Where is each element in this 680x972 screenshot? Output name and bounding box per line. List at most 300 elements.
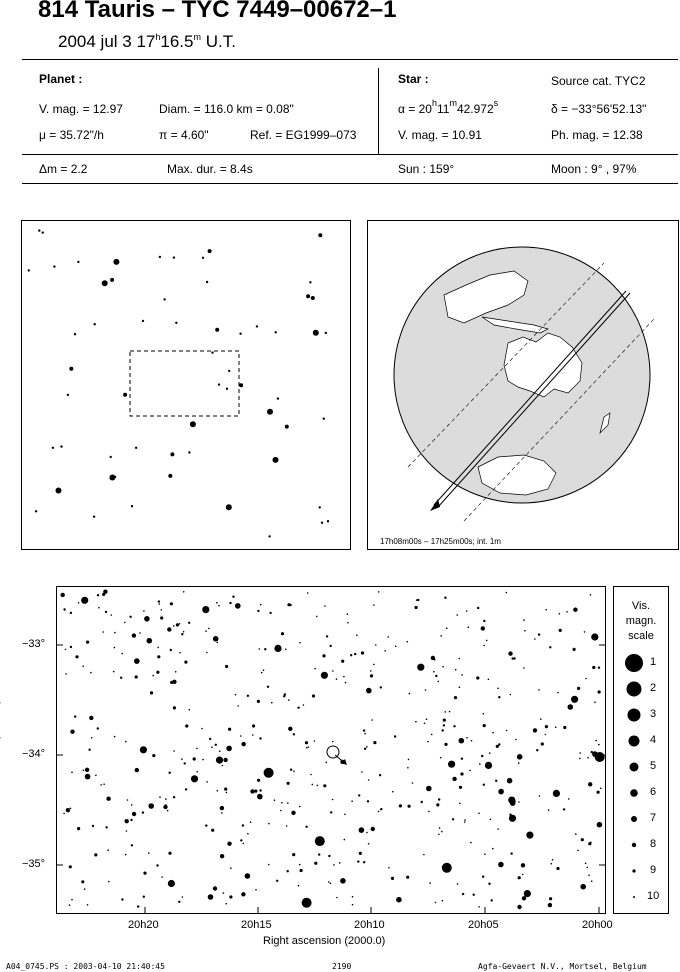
map-star bbox=[165, 798, 167, 800]
map-star bbox=[98, 607, 100, 609]
map-star bbox=[240, 735, 242, 737]
map-star bbox=[354, 653, 356, 655]
map-star bbox=[408, 759, 410, 761]
map-star bbox=[573, 648, 576, 651]
map-star bbox=[496, 745, 499, 748]
map-star bbox=[179, 623, 181, 625]
map-star bbox=[314, 740, 316, 742]
map-star bbox=[287, 802, 289, 804]
map-star bbox=[366, 832, 368, 834]
map-star bbox=[264, 768, 274, 778]
map-star bbox=[395, 646, 397, 648]
map-star bbox=[132, 633, 136, 637]
map-star bbox=[225, 665, 228, 668]
map-star bbox=[491, 899, 493, 901]
map-star bbox=[264, 648, 266, 650]
map-star bbox=[130, 819, 132, 821]
map-star bbox=[373, 741, 376, 744]
map-star bbox=[217, 790, 219, 792]
map-star bbox=[78, 602, 80, 604]
map-star bbox=[587, 867, 589, 869]
map-star bbox=[577, 687, 580, 690]
map-star bbox=[66, 808, 70, 812]
finder-star bbox=[56, 488, 62, 494]
map-star bbox=[459, 786, 462, 789]
map-star bbox=[506, 730, 508, 732]
map-star bbox=[63, 608, 65, 610]
map-star bbox=[215, 744, 217, 746]
map-star bbox=[161, 876, 163, 878]
map-star bbox=[201, 728, 203, 730]
map-star bbox=[356, 634, 358, 636]
map-star bbox=[438, 681, 440, 683]
map-star bbox=[74, 715, 76, 717]
map-star bbox=[330, 883, 332, 885]
map-star bbox=[378, 591, 380, 593]
map-star bbox=[103, 783, 105, 785]
map-star bbox=[439, 827, 441, 829]
map-star bbox=[371, 827, 375, 831]
map-star bbox=[352, 896, 354, 898]
map-star bbox=[364, 748, 366, 750]
finder-star bbox=[309, 281, 311, 283]
map-star bbox=[159, 796, 161, 798]
finder-star bbox=[215, 328, 219, 332]
map-star bbox=[225, 903, 227, 905]
map-star bbox=[585, 863, 587, 865]
map-star bbox=[108, 881, 110, 883]
finder-star bbox=[94, 323, 96, 325]
map-star bbox=[336, 897, 338, 899]
map-star bbox=[131, 804, 133, 806]
map-star bbox=[563, 808, 565, 810]
map-star bbox=[442, 729, 444, 731]
finder-star bbox=[110, 278, 114, 282]
finder-star bbox=[42, 231, 44, 233]
map-star bbox=[208, 894, 214, 900]
map-star bbox=[157, 647, 159, 649]
map-star bbox=[314, 668, 316, 670]
map-star bbox=[380, 686, 382, 688]
page-title: 814 Tauris – TYC 7449–00672–1 bbox=[38, 0, 397, 23]
map-star bbox=[121, 898, 123, 900]
map-star bbox=[114, 736, 116, 738]
finder-star bbox=[208, 249, 212, 253]
finder-star bbox=[190, 421, 196, 427]
map-star bbox=[521, 863, 525, 867]
map-star bbox=[323, 784, 326, 787]
map-star bbox=[469, 770, 471, 772]
scale-level-label: 4 bbox=[650, 734, 657, 746]
map-star bbox=[363, 861, 365, 863]
map-star bbox=[425, 689, 427, 691]
map-star bbox=[105, 826, 107, 828]
planet-diam: Diam. = 116.0 km = 0.08" bbox=[159, 102, 294, 116]
finder-star bbox=[202, 257, 204, 259]
map-star bbox=[232, 596, 234, 598]
finder-star bbox=[123, 393, 127, 397]
map-star bbox=[97, 727, 99, 729]
map-star bbox=[492, 848, 494, 850]
map-star bbox=[230, 867, 232, 869]
map-star bbox=[202, 759, 204, 761]
map-star bbox=[247, 833, 249, 835]
map-star bbox=[267, 686, 269, 688]
map-star bbox=[156, 671, 159, 674]
finder-star bbox=[52, 447, 54, 449]
finder-star bbox=[226, 388, 228, 390]
scale-title: Vis. magn. scale bbox=[625, 600, 657, 642]
map-star bbox=[293, 733, 295, 735]
finder-star bbox=[285, 425, 289, 429]
map-star bbox=[421, 801, 423, 803]
map-star bbox=[185, 724, 188, 727]
x-axis-label: Right ascension (2000.0) bbox=[263, 935, 386, 947]
map-star bbox=[344, 839, 346, 841]
map-star bbox=[443, 719, 446, 722]
map-star bbox=[220, 854, 224, 858]
map-star bbox=[581, 838, 584, 841]
map-star bbox=[291, 811, 295, 815]
map-star bbox=[299, 642, 301, 644]
map-star bbox=[330, 811, 332, 813]
map-star bbox=[559, 629, 562, 632]
map-star bbox=[598, 667, 600, 669]
delta-mag: Δm = 2.2 bbox=[39, 162, 88, 176]
finder-star bbox=[53, 265, 55, 267]
map-star bbox=[307, 592, 309, 594]
xtick-20h05: 20h05 bbox=[468, 919, 499, 931]
map-star bbox=[483, 724, 486, 727]
scale-level-label: 2 bbox=[650, 682, 657, 694]
map-star bbox=[226, 792, 228, 794]
map-star bbox=[241, 742, 245, 746]
map-star bbox=[427, 741, 429, 743]
map-star bbox=[209, 738, 211, 740]
map-star bbox=[446, 627, 448, 629]
xtick-20h15: 20h15 bbox=[241, 919, 272, 931]
map-star bbox=[359, 852, 362, 855]
map-star bbox=[208, 628, 210, 630]
map-star bbox=[336, 678, 338, 680]
finder-star bbox=[131, 505, 133, 507]
map-star bbox=[274, 645, 281, 652]
map-star bbox=[442, 900, 444, 902]
scale-level-label: 1 bbox=[650, 656, 657, 668]
map-star bbox=[444, 711, 446, 713]
map-star bbox=[144, 616, 150, 622]
map-star bbox=[408, 805, 411, 808]
map-star bbox=[394, 735, 396, 737]
map-star bbox=[541, 742, 544, 745]
map-star bbox=[509, 815, 516, 822]
finder-star bbox=[228, 370, 230, 372]
map-star bbox=[476, 676, 479, 679]
map-star bbox=[524, 890, 531, 897]
map-star bbox=[85, 768, 89, 772]
map-star bbox=[423, 854, 425, 856]
map-star bbox=[70, 730, 74, 734]
finder-star bbox=[142, 320, 144, 322]
map-star bbox=[498, 789, 504, 795]
map-star bbox=[368, 843, 370, 845]
star-vmag: V. mag. = 10.91 bbox=[398, 128, 482, 142]
map-star bbox=[257, 779, 260, 782]
map-star bbox=[332, 741, 334, 743]
map-star bbox=[566, 611, 568, 613]
map-star bbox=[228, 728, 231, 731]
star-map bbox=[56, 586, 606, 914]
map-star bbox=[143, 872, 146, 875]
footer-file: A04_0745.PS : 2003-04-10 21:40:45 bbox=[6, 962, 165, 971]
map-star bbox=[426, 786, 432, 792]
map-star bbox=[95, 775, 97, 777]
map-star bbox=[254, 790, 257, 793]
map-star bbox=[556, 867, 559, 870]
map-star bbox=[497, 688, 499, 690]
map-star bbox=[250, 789, 254, 793]
finder-star bbox=[268, 535, 270, 537]
scale-dots bbox=[614, 587, 668, 913]
map-star bbox=[120, 677, 122, 679]
map-star bbox=[69, 904, 71, 906]
ytick-35: −35° bbox=[22, 858, 46, 870]
map-star bbox=[299, 864, 301, 866]
map-star bbox=[330, 645, 332, 647]
map-star bbox=[250, 821, 252, 823]
map-star bbox=[523, 667, 525, 669]
map-star bbox=[444, 597, 446, 599]
finder-star bbox=[77, 261, 79, 263]
map-star bbox=[557, 692, 559, 694]
map-star bbox=[470, 842, 472, 844]
finder-star bbox=[239, 383, 243, 387]
map-star bbox=[77, 827, 80, 830]
map-star bbox=[429, 882, 431, 884]
map-star bbox=[518, 762, 520, 764]
map-star bbox=[227, 842, 231, 846]
map-star bbox=[223, 758, 227, 762]
map-star bbox=[563, 726, 566, 729]
map-star bbox=[283, 695, 285, 697]
map-star bbox=[388, 867, 390, 869]
map-star bbox=[281, 802, 283, 804]
map-star bbox=[391, 877, 394, 880]
map-star bbox=[538, 633, 540, 635]
ytick-34: −34° bbox=[22, 748, 46, 760]
finder-star bbox=[175, 322, 177, 324]
map-star bbox=[268, 864, 270, 866]
map-star bbox=[181, 633, 183, 635]
map-star bbox=[85, 774, 91, 780]
finder-star bbox=[110, 456, 112, 458]
scale-level-label: 6 bbox=[650, 786, 657, 798]
map-star bbox=[173, 750, 175, 752]
finder-star bbox=[102, 280, 108, 286]
map-star bbox=[152, 754, 155, 757]
map-star bbox=[518, 801, 520, 803]
map-star bbox=[191, 775, 198, 782]
map-star bbox=[345, 682, 347, 684]
map-star bbox=[184, 661, 187, 664]
map-star bbox=[70, 808, 72, 810]
map-star bbox=[285, 649, 287, 651]
map-star bbox=[286, 825, 288, 827]
map-star bbox=[477, 607, 479, 609]
map-star bbox=[588, 874, 590, 876]
map-star bbox=[363, 729, 365, 731]
finder-star bbox=[113, 259, 119, 265]
map-star bbox=[159, 603, 161, 605]
map-star bbox=[124, 622, 126, 624]
map-star bbox=[71, 899, 73, 901]
finder-star bbox=[173, 256, 175, 258]
map-star bbox=[594, 701, 596, 703]
map-star bbox=[129, 616, 131, 618]
map-star bbox=[483, 645, 485, 647]
map-star bbox=[142, 811, 144, 813]
map-star bbox=[343, 676, 345, 678]
map-star bbox=[324, 605, 326, 607]
map-star bbox=[83, 770, 85, 772]
map-star bbox=[588, 782, 592, 786]
footer-credit: Agfa-Gevaert N.V., Mortsel, Belgium bbox=[478, 962, 647, 971]
ytick-33: −33° bbox=[22, 638, 46, 650]
map-star bbox=[202, 606, 209, 613]
map-star bbox=[183, 591, 185, 593]
globe-caption: 17h08m00s – 17h25m00s; int. 1m bbox=[380, 537, 501, 546]
map-star bbox=[310, 774, 312, 776]
finder-star bbox=[28, 269, 30, 271]
map-star bbox=[193, 757, 196, 760]
map-star bbox=[312, 694, 315, 697]
map-star bbox=[449, 711, 451, 713]
map-star bbox=[176, 623, 179, 626]
map-star bbox=[347, 622, 349, 624]
map-star bbox=[435, 902, 437, 904]
map-star bbox=[150, 691, 153, 694]
map-star bbox=[181, 758, 183, 760]
map-star bbox=[211, 829, 214, 832]
map-star bbox=[257, 610, 259, 612]
map-star bbox=[167, 627, 171, 631]
map-star bbox=[438, 798, 440, 800]
map-star bbox=[114, 632, 116, 634]
map-star bbox=[196, 771, 198, 773]
star-delta: δ = −33°56'52.13" bbox=[551, 102, 647, 116]
map-star bbox=[333, 864, 335, 866]
map-star bbox=[592, 666, 595, 669]
map-star bbox=[464, 819, 466, 821]
map-star bbox=[255, 889, 257, 891]
map-star bbox=[492, 732, 494, 734]
map-star bbox=[415, 606, 418, 609]
map-star bbox=[373, 604, 375, 606]
map-star bbox=[89, 716, 93, 720]
map-star bbox=[160, 616, 163, 619]
map-star bbox=[552, 859, 554, 861]
map-star bbox=[126, 830, 128, 832]
map-star bbox=[518, 876, 521, 879]
scale-dot bbox=[632, 843, 636, 847]
finder-star bbox=[306, 294, 310, 298]
map-star bbox=[169, 772, 171, 774]
planet-mu: μ = 35.72"/h bbox=[39, 128, 104, 142]
map-star bbox=[526, 832, 533, 839]
map-star bbox=[370, 670, 372, 672]
map-star bbox=[217, 642, 219, 644]
source-catalog: Source cat. TYC2 bbox=[551, 74, 646, 88]
event-datetime: 2004 jul 3 17$^h$16.5$^m$ U.T. bbox=[58, 32, 236, 51]
map-star bbox=[540, 718, 542, 720]
map-star bbox=[549, 646, 551, 648]
map-star bbox=[591, 633, 598, 640]
map-star bbox=[407, 641, 409, 643]
scale-dot bbox=[627, 682, 642, 697]
map-star bbox=[125, 741, 127, 743]
map-star bbox=[459, 738, 465, 744]
map-star bbox=[269, 612, 271, 614]
map-star bbox=[106, 797, 110, 801]
map-star bbox=[366, 688, 372, 694]
finder-star bbox=[60, 445, 62, 447]
map-star bbox=[148, 803, 154, 809]
finder-star bbox=[321, 522, 323, 524]
map-star bbox=[577, 850, 579, 852]
map-star bbox=[452, 777, 456, 781]
map-star bbox=[352, 904, 354, 906]
map-star bbox=[590, 842, 592, 844]
map-star bbox=[553, 790, 560, 797]
map-star bbox=[481, 755, 483, 757]
map-star bbox=[276, 880, 278, 882]
map-star bbox=[287, 782, 290, 785]
finder-star bbox=[206, 281, 208, 283]
map-star bbox=[173, 796, 175, 798]
scale-dot bbox=[631, 816, 637, 822]
map-star bbox=[555, 727, 557, 729]
map-star bbox=[528, 894, 530, 896]
map-star bbox=[347, 613, 349, 615]
map-star bbox=[536, 749, 538, 751]
map-star bbox=[302, 898, 312, 908]
map-star bbox=[442, 863, 452, 873]
earth-globe-panel bbox=[367, 220, 679, 550]
map-star bbox=[545, 734, 547, 736]
finder-star bbox=[170, 452, 174, 456]
map-star bbox=[497, 828, 499, 830]
finder-star bbox=[211, 351, 213, 353]
map-star bbox=[506, 592, 508, 594]
finder-star bbox=[135, 447, 137, 449]
map-star bbox=[464, 821, 466, 823]
map-star bbox=[237, 705, 239, 707]
map-star bbox=[485, 762, 492, 769]
map-star bbox=[143, 610, 145, 612]
map-star bbox=[426, 718, 428, 720]
map-star bbox=[568, 704, 574, 710]
footer-page: 2190 bbox=[332, 962, 352, 971]
map-star bbox=[92, 825, 94, 827]
map-star bbox=[498, 696, 500, 698]
finder-star bbox=[325, 332, 327, 334]
map-star bbox=[545, 609, 547, 611]
finder-star bbox=[168, 474, 172, 478]
map-star bbox=[206, 781, 208, 783]
map-star bbox=[305, 826, 307, 828]
finder-star bbox=[275, 331, 277, 333]
map-star bbox=[242, 824, 244, 826]
